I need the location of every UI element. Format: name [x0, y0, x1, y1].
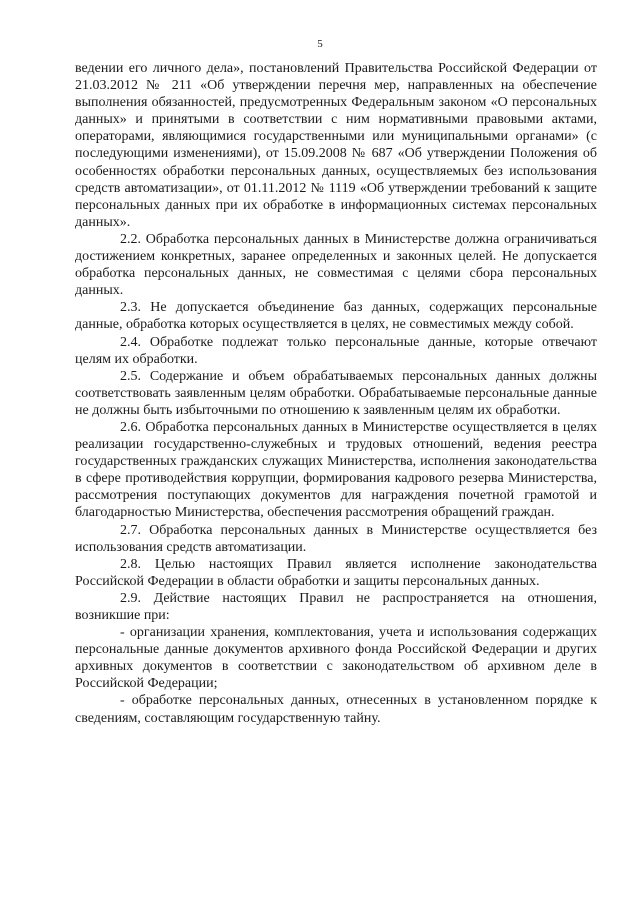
paragraph-2-3: 2.3. Не допускается объединение баз данных, содержащих персональные данные, обработка которых осуществляется в целях, не совместимых между собой. [75, 300, 597, 333]
list-item-archive: - организации хранения, комплектования, учета и использования содержащих персональные данные документов архивного фонда Российской Федерации и других архивных документов в соответствии с законодательством об архивном деле в Российской Федерации; [75, 625, 597, 692]
paragraph-2-5: 2.5. Содержание и объем обрабатываемых персональных данных должны соответствовать заявленным целям обработки. Обрабатываемые персональные данные не должны быть избыточными по отношению к заявленным целям их обработки. [75, 368, 597, 418]
list-item-state-secret: - обработке персональных данных, отнесенных в установленном порядке к сведениям, составляющим государственную тайну. [75, 693, 597, 726]
paragraph-2-8: 2.8. Целью настоящих Правил является исполнение законодательства Российской Федерации в области обработки и защиты персональных данных. [75, 556, 597, 589]
paragraph-2-7: 2.7. Обработка персональных данных в Министерстве осуществляется без использования средств автоматизации. [75, 522, 597, 555]
paragraph-2-4: 2.4. Обработке подлежат только персональные данные, которые отвечают целям их обработки. [75, 334, 597, 367]
document-body [75, 60, 597, 727]
page-number: 5 [317, 38, 323, 50]
paragraph-2-9: 2.9. Действие настоящих Правил не распространяется на отношения, возникшие при: [75, 590, 597, 623]
paragraph-2-6: 2.6. Обработка персональных данных в Министерстве осуществляется в целях реализации государственно-служебных и трудовых отношений, ведения реестра государственных гражданских служащих Министерства, исполнения законодательства в сфере противодействия коррупции, формирования кадрового резерва Министерства, рассмотрения поступающих документов для награждения почетной грамотой и благодарностью Министерства, обеспечения рассмотрения обращений граждан. [75, 419, 597, 521]
paragraph-continuation: ведении его личного дела», постановлений Правительства Российской Федерации от 21.03.2012 № 211 «Об утверждении перечня мер, направленных на обеспечение выполнения обязанностей, предусмотренных Федеральным законом «О персональных данных» и принятыми в соответствии с ним нормативными правовыми актами, операторами, являющимися государственными или муниципальными органами» (с последующими изменениями), от 15.09.2008 № 687 «Об утверждении Положения об особенностях обработки персональных данных, осуществляемых без использования средств автоматизации», от 01.11.2012 № 1119 «Об утверждении требований к защите персональных данных при их обработке в информационных системах персональных данных». [75, 61, 597, 230]
paragraph-2-2: 2.2. Обработка персональных данных в Министерстве должна ограничиваться достижением конкретных, заранее определенных и законных целей. Не допускается обработка персональных данных, не совместимая с целями сбора персональных данных. [75, 231, 597, 299]
